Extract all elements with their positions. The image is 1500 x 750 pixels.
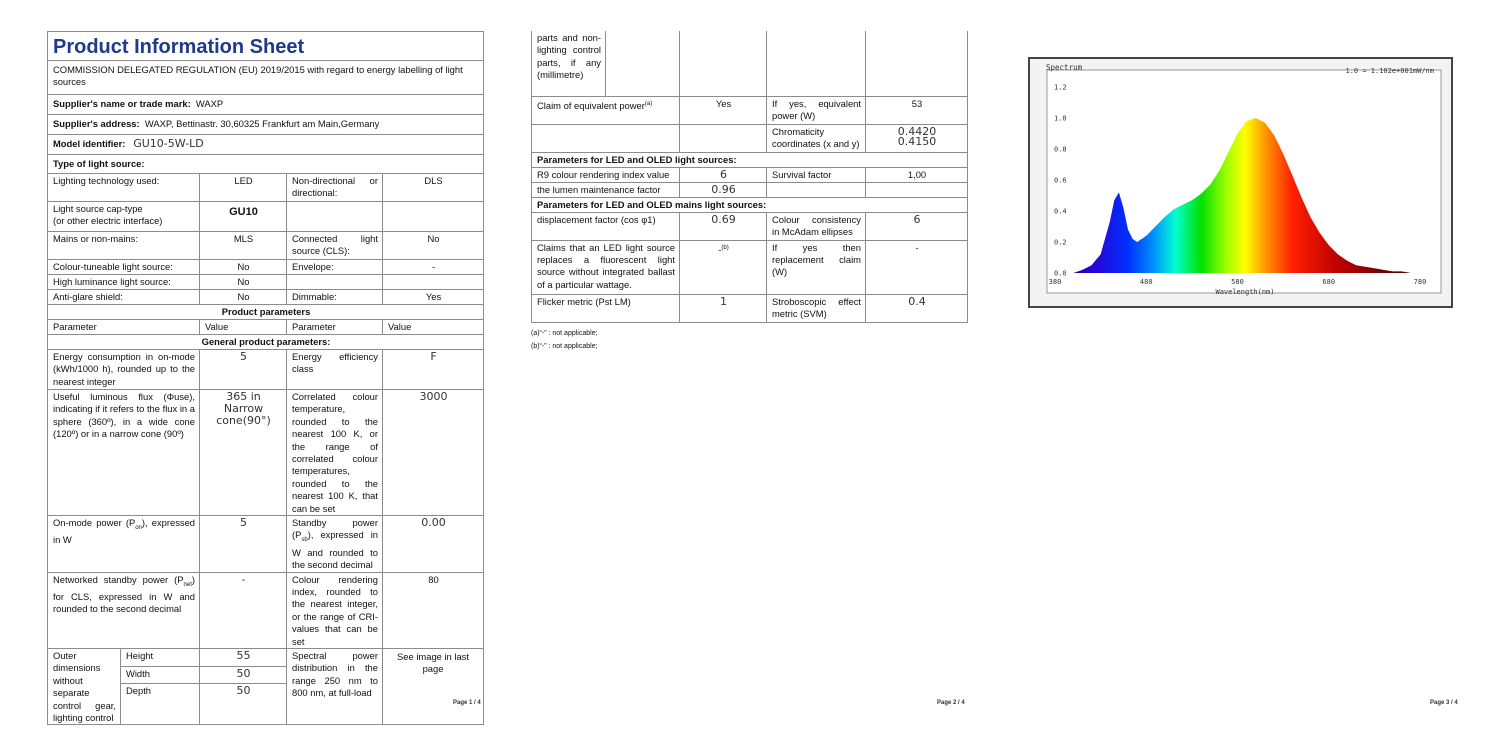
directional-value: DLS	[383, 174, 484, 202]
column-header-parameter: Parameter	[287, 320, 383, 335]
luminous-flux-value	[200, 390, 287, 516]
flicker-metric-label: Flicker metric (Pst LM)	[532, 294, 680, 322]
footnote-b: (b)“-” : not applicable;	[531, 342, 598, 350]
empty-cell	[767, 31, 866, 96]
cls-label: Connected light source (CLS):	[287, 232, 383, 260]
spectrum-chart	[1030, 59, 1451, 306]
lighting-tech-value: LED	[200, 174, 287, 202]
lumen-maintenance-value: 0.96	[680, 182, 767, 197]
replacement-claim-value: -	[866, 240, 968, 294]
column-header-value: Value	[200, 320, 287, 335]
led-parameters-heading: Parameters for LED and OLED light sources:	[532, 152, 968, 167]
column-header-value: Value	[383, 320, 484, 335]
energy-class-value: F	[383, 350, 484, 390]
chromaticity-value	[866, 124, 968, 152]
supplier-name-value: WAXP	[195, 98, 224, 109]
cct-label: Correlated colour temperature, rounded to the nearest 100 K, or the range of correlated colour temperatures, rounded to the nearest 100 K, that can be set	[287, 390, 383, 516]
stroboscopic-label: Stroboscopic effect metric (SVM)	[767, 294, 866, 322]
stroboscopic-value: 0.4	[866, 294, 968, 322]
lumen-maintenance-label: the lumen maintenance factor	[532, 182, 680, 197]
x-tick-label: 480	[1139, 278, 1153, 286]
dimmable-value: Yes	[383, 290, 484, 305]
colour-consistency-value: 6	[866, 212, 968, 240]
chromaticity-y: 0.4150	[897, 134, 937, 148]
cap-type-label	[48, 202, 200, 232]
high-luminance-label: High luminance light source:	[48, 275, 200, 290]
empty-cell	[866, 31, 968, 96]
x-axis-label: Wavelength(nm)	[1215, 288, 1275, 296]
onmode-power-value: 5	[200, 516, 287, 573]
standby-power-label: Standby power $(P_{sb})$, expressed in W and rounded to the second decimal	[287, 516, 383, 573]
page-title: Product Information Sheet	[48, 32, 484, 61]
envelope-value: -	[383, 260, 484, 275]
width-value: 50	[200, 666, 287, 684]
x-tick-label: 680	[1322, 278, 1336, 286]
spectrum-chart-frame	[1028, 57, 1453, 308]
led-mains-parameters-heading: Parameters for LED and OLED mains light sources:	[532, 197, 968, 212]
luminous-flux-value-1: 365 in Narrow	[223, 390, 264, 415]
chart-title: Spectrum	[1046, 63, 1083, 72]
antiglare-value: No	[200, 290, 287, 305]
cri-label: Colour rendering index, rounded to the nearest integer, or the range of CRI-values that can be set	[287, 572, 383, 648]
survival-factor-value: 1,00	[866, 167, 968, 182]
footnote-a: (a)“-” : not applicable;	[531, 329, 598, 337]
tuneable-value: No	[200, 260, 287, 275]
y-tick-label: 1.2	[1054, 83, 1067, 92]
mains-value: MLS	[200, 232, 287, 260]
page-2	[531, 31, 968, 353]
y-tick-label: 0.6	[1054, 176, 1067, 185]
spd-value: See image in last page	[383, 649, 484, 725]
y-tick-label: 0.2	[1054, 238, 1067, 247]
height-value: 55	[200, 649, 287, 667]
empty-cell	[866, 182, 968, 197]
model-row	[48, 135, 484, 155]
dimmable-label: Dimmable:	[287, 290, 383, 305]
lighting-tech-label: Lighting technology used:	[48, 174, 200, 202]
empty-cell	[383, 275, 484, 290]
depth-value: 50	[200, 684, 287, 725]
supplier-address-label: Supplier's address:	[53, 118, 140, 129]
flicker-metric-value: 1	[680, 294, 767, 322]
supplier-name-row	[48, 95, 484, 115]
fluorescent-replacement-claim-label: Claims that an LED light source replaces a fluorescent light source without integrated ballast of a particular wattage.	[532, 240, 680, 294]
general-parameters-heading: General product parameters:	[48, 335, 484, 350]
column-header-parameter: Parameter	[48, 320, 200, 335]
replacement-claim-label: If yes then replacement claim (W)	[767, 240, 866, 294]
energy-consumption-value: 5	[200, 350, 287, 390]
luminous-flux-label: Useful luminous flux (Φuse), indicating if it refers to the flux in a sphere (360º), in a wide cone (120º) or in a narrow cone (90º)	[48, 390, 200, 516]
energy-class-label: Energy efficiency class	[287, 350, 383, 390]
directional-label: Non-directional or directional:	[287, 174, 383, 202]
standby-power-value: 0.00	[383, 516, 484, 573]
model-label: Model identifier:	[53, 138, 126, 149]
info-table-page-1	[47, 31, 484, 725]
width-label: Width	[121, 666, 200, 684]
x-tick-label: 580	[1231, 278, 1244, 286]
high-luminance-value: No	[200, 275, 287, 290]
supplier-address-row	[48, 115, 484, 135]
y-tick-label: 0.4	[1054, 207, 1067, 216]
empty-cell	[680, 124, 767, 152]
cap-type-value: GU10	[200, 202, 287, 232]
supplier-address-value: WAXP, Bettinastr. 30,60325 Frankfurt am Main,Germany	[144, 118, 380, 129]
x-tick-label: 380	[1048, 278, 1062, 286]
empty-cell	[532, 124, 680, 152]
y-tick-label: 1.0	[1054, 114, 1067, 123]
page-number-1: Page 1 / 4	[453, 700, 481, 706]
chromaticity-label: Chromaticity coordinates (x and y)	[767, 124, 866, 152]
outer-dimensions-label: Outer dimensions without separate control gear, lighting control	[48, 649, 121, 725]
info-table-page-2	[531, 31, 968, 323]
luminous-flux-value-2: cone(90°)	[216, 414, 271, 427]
mains-label: Mains or non-mains:	[48, 232, 200, 260]
r9-label: R9 colour rendering index value	[532, 167, 680, 182]
equivalent-power-claim-label: Claim of equivalent power$^{(a)}$	[532, 96, 680, 124]
networked-standby-label: Networked standby power $(P_{net})$ for CLS, expressed in W and rounded to the second decimal	[48, 572, 200, 648]
displacement-factor-label: displacement factor (cos φ1)	[532, 212, 680, 240]
regulation-text: COMMISSION DELEGATED REGULATION (EU) 2019/2015 with regard to energy labelling of light sources	[48, 61, 484, 95]
survival-factor-label: Survival factor	[767, 167, 866, 182]
cap-type-label-1: Light source cap-type	[53, 203, 143, 214]
outer-dimensions-continued: parts and non-lighting control parts, if any (millimetre)	[532, 31, 606, 96]
footnotes	[531, 327, 968, 353]
cct-value: 3000	[383, 390, 484, 516]
product-parameters-heading: Product parameters	[48, 305, 484, 320]
depth-label: Depth	[121, 684, 200, 725]
page-1	[47, 31, 484, 725]
empty-cell	[287, 202, 383, 232]
empty-cell	[680, 31, 767, 96]
cri-value: 80	[383, 572, 484, 648]
chart-scale-note: 1.0 = 1.102e+001mW/nm	[1345, 67, 1434, 75]
colour-consistency-label: Colour consistency in McAdam ellipses	[767, 212, 866, 240]
cap-type-label-2: (or other electric interface)	[53, 215, 163, 227]
chromaticity-x: 0.4420	[897, 124, 937, 138]
type-of-light-source: Type of light source:	[48, 155, 484, 174]
fluorescent-replacement-claim-value: -$^{(b)}$	[680, 240, 767, 294]
supplier-name-label: Supplier's name or trade mark:	[53, 98, 191, 109]
equivalent-power-claim-value: Yes	[680, 96, 767, 124]
x-tick-label: 780	[1413, 278, 1427, 286]
page-number-2: Page 2 / 4	[937, 700, 965, 706]
empty-cell	[383, 202, 484, 232]
equivalent-power-label: If yes, equivalent power (W)	[767, 96, 866, 124]
empty-cell	[767, 182, 866, 197]
energy-consumption-label: Energy consumption in on-mode (kWh/1000 h), rounded up to the nearest integer	[48, 350, 200, 390]
empty-cell	[606, 31, 680, 96]
displacement-factor-value: 0.69	[680, 212, 767, 240]
envelope-label: Envelope:	[287, 260, 383, 275]
model-value: GU10-5W-LD	[133, 137, 204, 150]
page-number-3: Page 3 / 4	[1430, 700, 1458, 706]
cls-value: No	[383, 232, 484, 260]
y-tick-label: 0.8	[1054, 145, 1067, 154]
tuneable-label: Colour-tuneable light source:	[48, 260, 200, 275]
networked-standby-value: -	[200, 572, 287, 648]
y-tick-label: 0.0	[1054, 269, 1067, 278]
r9-value: 6	[680, 167, 767, 182]
equivalent-power-value: 53	[866, 96, 968, 124]
onmode-power-label: On-mode power $(P_{on})$, expressed in W	[48, 516, 200, 573]
spd-label: Spectral power distribution in the range 250 nm to 800 nm, at full-load	[287, 649, 383, 725]
antiglare-label: Anti-glare shield:	[48, 290, 200, 305]
height-label: Height	[121, 649, 200, 667]
empty-cell	[287, 275, 383, 290]
